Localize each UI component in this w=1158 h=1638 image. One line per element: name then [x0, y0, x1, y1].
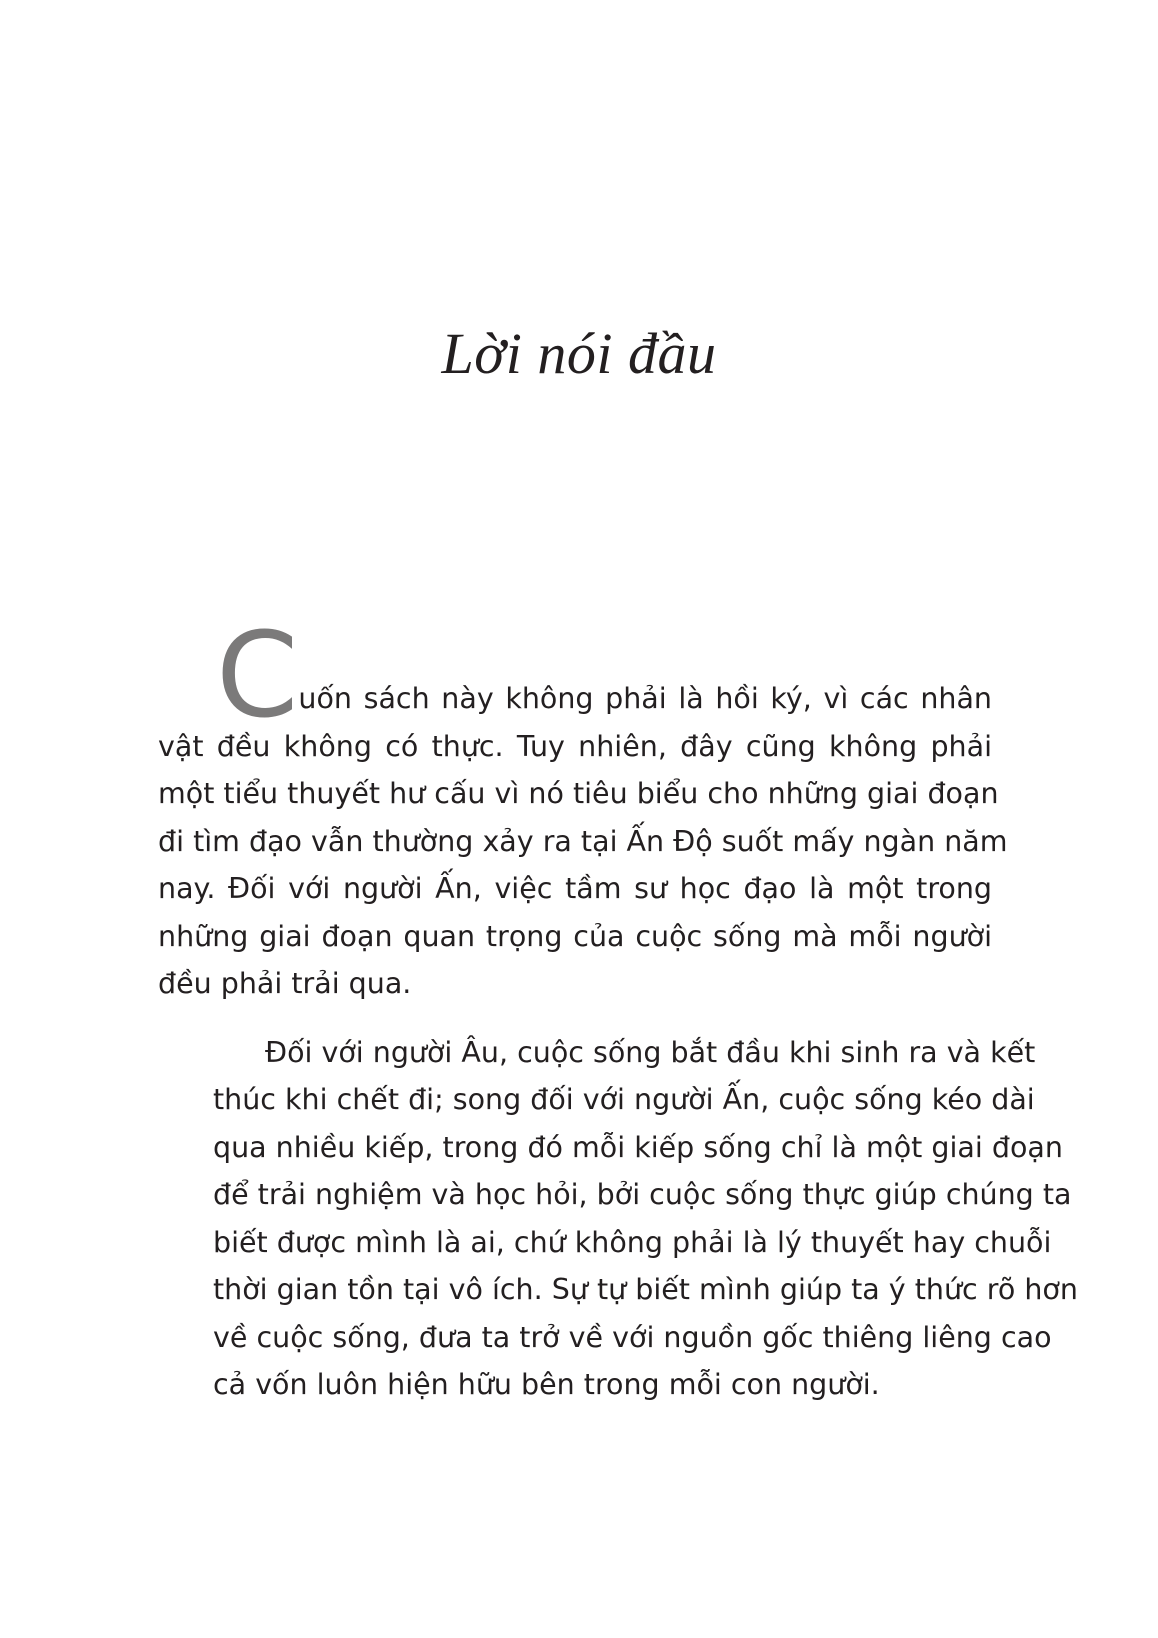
- text-line: đi tìm đạo vẫn thường xảy ra tại Ấn Độ suốt mấy ngàn năm: [158, 824, 1008, 858]
- chapter-title: Lời nói đầu: [441, 321, 717, 386]
- paragraph-1: [158, 606, 1008, 1008]
- text-line: những giai đoạn quan trọng của cuộc sống mà mỗi người: [158, 919, 992, 953]
- text-line: uốn sách này không phải là hồi ký, vì các nhân: [298, 682, 992, 715]
- drop-cap-letter: C: [216, 606, 299, 744]
- text-line: về cuộc sống, đưa ta trở về với nguồn gốc thiêng liêng cao: [213, 1320, 1052, 1354]
- text-line: thúc khi chết đi; song đối với người Ấn, cuộc sống kéo dài: [213, 1083, 1035, 1116]
- text-line: đều phải trải qua.: [158, 967, 412, 1000]
- text-line: biết được mình là ai, chứ không phải là lý thuyết hay chuỗi: [213, 1225, 1052, 1259]
- text-line: vật đều không có thực. Tuy nhiên, đây cũng không phải: [158, 729, 992, 763]
- text-line: qua nhiều kiếp, trong đó mỗi kiếp sống chỉ là một giai đoạn: [213, 1130, 1063, 1164]
- body-text: [158, 606, 1078, 1409]
- text-line: nay. Đối với người Ấn, việc tầm sư học đạo là một trong: [158, 872, 992, 905]
- text-line: để trải nghiệm và học hỏi, bởi cuộc sống thực giúp chúng ta: [213, 1178, 1072, 1211]
- paragraph-2: [158, 1029, 1078, 1409]
- text-line: cả vốn luôn hiện hữu bên trong mỗi con người.: [213, 1368, 880, 1401]
- text-line: Đối với người Âu, cuộc sống bắt đầu khi sinh ra và kết: [265, 1035, 1036, 1069]
- text-line: một tiểu thuyết hư cấu vì nó tiêu biểu cho những giai đoạn: [158, 777, 999, 810]
- text-line: thời gian tồn tại vô ích. Sự tự biết mình giúp ta ý thức rõ hơn: [213, 1273, 1078, 1306]
